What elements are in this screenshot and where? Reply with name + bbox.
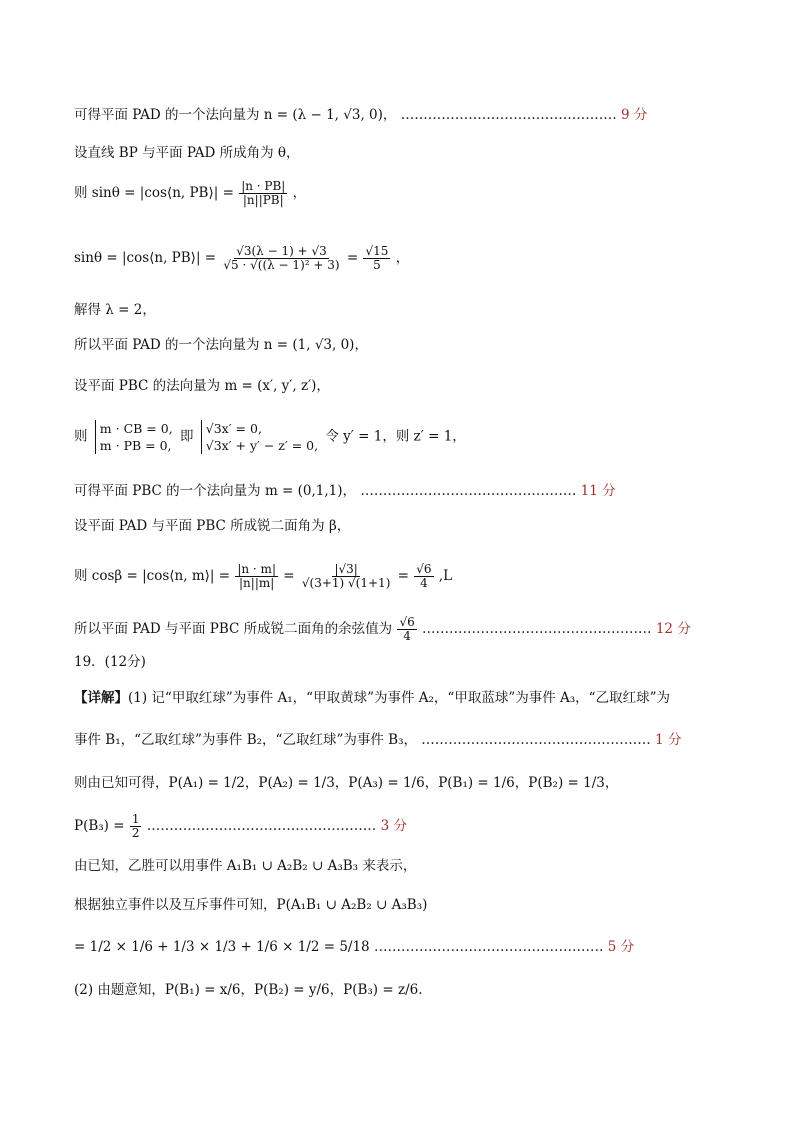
line-text: 设平面 PBC 的法向量为 m = (x′, y′, z′)， <box>74 378 330 394</box>
line-text: = 1/2 × 1/6 + 1/3 × 1/3 + 1/6 × 1/2 = 5/18 <box>74 939 370 955</box>
fraction-numerator: |n · PB| <box>241 179 286 193</box>
formula-eq: = <box>218 568 235 584</box>
line-text: 所以平面 PAD 的一个法向量为 n = (1, √3, 0)， <box>74 337 368 353</box>
line-text: 则由已知可得，P(A₁) = 1/2，P(A₂) = 1/3，P(A₃) = 1/6，P(B₁) = 1/6，P(B₂) = 1/3， <box>74 775 619 791</box>
line-text: 设直线 BP 与平面 PAD 所成角为 θ， <box>74 145 300 161</box>
line-sin-theta-formula <box>74 180 306 207</box>
line-win-event <box>74 856 416 876</box>
formula-suffix: ,L <box>438 568 453 584</box>
line-equation-system <box>74 420 466 454</box>
formula-prefix: sinθ = <box>74 250 122 266</box>
equation-system-left <box>95 420 173 454</box>
question-number <box>74 652 146 672</box>
formula-eq: = <box>346 250 363 266</box>
line-text: (1) 记“甲取红球”为事件 A₁，“甲取黄球”为事件 A₂，“甲取蓝球”为事件 A₃，“乙取红球”为 <box>128 690 670 706</box>
formula-prefix: 则 cosβ = <box>74 568 143 584</box>
line-normal-vector-pad <box>74 105 647 125</box>
line-probabilities <box>74 773 618 793</box>
score-mark: 11 分 <box>580 483 616 499</box>
line-normal-vector-pbc-setup <box>74 376 330 396</box>
detail-label: 【详解】 <box>74 690 128 706</box>
line-text: 解得 λ = 2， <box>74 302 156 318</box>
fraction <box>130 813 142 840</box>
equation: m · CB = 0, <box>99 421 173 436</box>
formula-prefix: 则 <box>74 428 88 445</box>
formula-prefix: 则 sinθ = <box>74 185 140 201</box>
score-mark: 9 分 <box>621 107 648 123</box>
line-text: 19．(12分) <box>74 654 146 670</box>
line-probability-result <box>74 937 634 957</box>
line-text: 所以平面 PAD 与平面 PBC 所成锐二面角的余弦值为 <box>74 621 393 637</box>
line-text: 由已知，乙胜可以用事件 A₁B₁ ∪ A₂B₂ ∪ A₃B₃ 来表示， <box>74 858 417 874</box>
line-text: 可得平面 PBC 的一个法向量为 m = (0,1,1)， <box>74 483 357 499</box>
formula-eq: = <box>283 568 299 584</box>
line-sin-theta-value <box>74 245 409 272</box>
line-events-b <box>74 730 681 750</box>
line-cos-beta <box>74 563 452 590</box>
fraction <box>414 563 433 590</box>
line-text: (2) 由题意知，P(B₁) = x/6，P(B₂) = y/6，P(B₃) = z/6. <box>74 982 423 998</box>
formula-eq: = <box>222 185 239 201</box>
formula-eq: = <box>204 250 221 266</box>
fraction-denominator: √5 · √((λ − 1)² + 3) <box>223 258 340 272</box>
fraction-numerator: √15 <box>365 244 389 258</box>
fraction-denominator: |n||m| <box>239 576 275 590</box>
formula-suffix: ， <box>292 185 307 201</box>
line-cos-conclusion <box>74 616 691 643</box>
equation-system-right <box>201 420 318 454</box>
fraction <box>235 563 278 590</box>
fraction <box>239 180 287 207</box>
line-text: 可得平面 PAD 的一个法向量为 n = (λ − 1, √3, 0)， <box>74 107 397 123</box>
leader-dots: ………………………………………… <box>360 483 577 499</box>
formula-suffix: ， <box>395 250 410 266</box>
leader-dots: …………………………………………… <box>421 732 651 748</box>
line-text: 根据独立事件以及互斥事件可知，P(A₁B₁ ∪ A₂B₂ ∪ A₃B₃) <box>74 897 428 913</box>
equation: √3x′ = 0, <box>205 421 262 436</box>
equation: m · PB = 0, <box>99 438 172 453</box>
equation: √3x′ + y′ − z′ = 0, <box>205 438 319 453</box>
score-mark: 1 分 <box>655 732 682 748</box>
fraction <box>363 245 390 272</box>
formula-abs: |cos⟨n, m⟩| <box>142 568 215 584</box>
fraction-denominator: 2 <box>131 826 140 840</box>
fraction-denominator: |n||PB| <box>242 193 284 207</box>
line-independent-events <box>74 895 427 915</box>
formula-abs: |cos⟨n, PB⟩| <box>139 185 219 201</box>
leader-dots: …………………………………………… <box>373 939 604 955</box>
formula-prefix: P(B₃) = <box>74 818 129 834</box>
fraction-denominator: 5 <box>373 258 381 272</box>
line-part-two <box>74 980 423 1000</box>
leader-dots: …………………………………………… <box>422 621 652 637</box>
leader-dots: …………………………………………… <box>146 818 377 834</box>
score-mark: 12 分 <box>655 621 691 637</box>
score-mark: 3 分 <box>380 818 407 834</box>
leader-dots: ………………………………………… <box>400 107 617 123</box>
score-mark: 5 分 <box>607 939 635 955</box>
line-angle-beta <box>74 516 350 536</box>
fraction-numerator: √6 <box>399 615 415 629</box>
fraction-denominator: 4 <box>420 576 428 590</box>
formula-eq: = <box>397 568 414 584</box>
fraction-numerator: 1 <box>131 812 140 826</box>
fraction-numerator: |√3| <box>334 562 358 576</box>
fraction-numerator: √6 <box>416 562 432 576</box>
fraction-denominator: 4 <box>403 629 411 643</box>
line-normal-vector-pbc <box>74 481 616 501</box>
fraction <box>397 616 416 643</box>
fraction <box>300 563 392 590</box>
line-normal-vector-pad-final <box>74 335 368 355</box>
formula-suffix: 令 y′ = 1，则 z′ = 1， <box>325 428 466 445</box>
formula-mid: 即 <box>179 428 194 445</box>
line-text: 事件 B₁，“乙取红球”为事件 B₂，“乙取红球”为事件 B₃， <box>74 732 417 748</box>
fraction-numerator: √3(λ − 1) + √3 <box>236 244 327 258</box>
line-angle-theta <box>74 143 300 163</box>
line-detail-events <box>74 688 670 708</box>
line-probability-b3 <box>74 813 407 840</box>
line-text: 设平面 PAD 与平面 PBC 所成锐二面角为 β， <box>74 518 351 534</box>
line-solve-lambda <box>74 300 156 320</box>
fraction-numerator: |n · m| <box>237 562 276 576</box>
formula-abs: |cos⟨n, PB⟩| <box>121 250 201 266</box>
fraction <box>221 245 341 272</box>
fraction-denominator: √(3+1) √(1+1) <box>301 576 391 590</box>
